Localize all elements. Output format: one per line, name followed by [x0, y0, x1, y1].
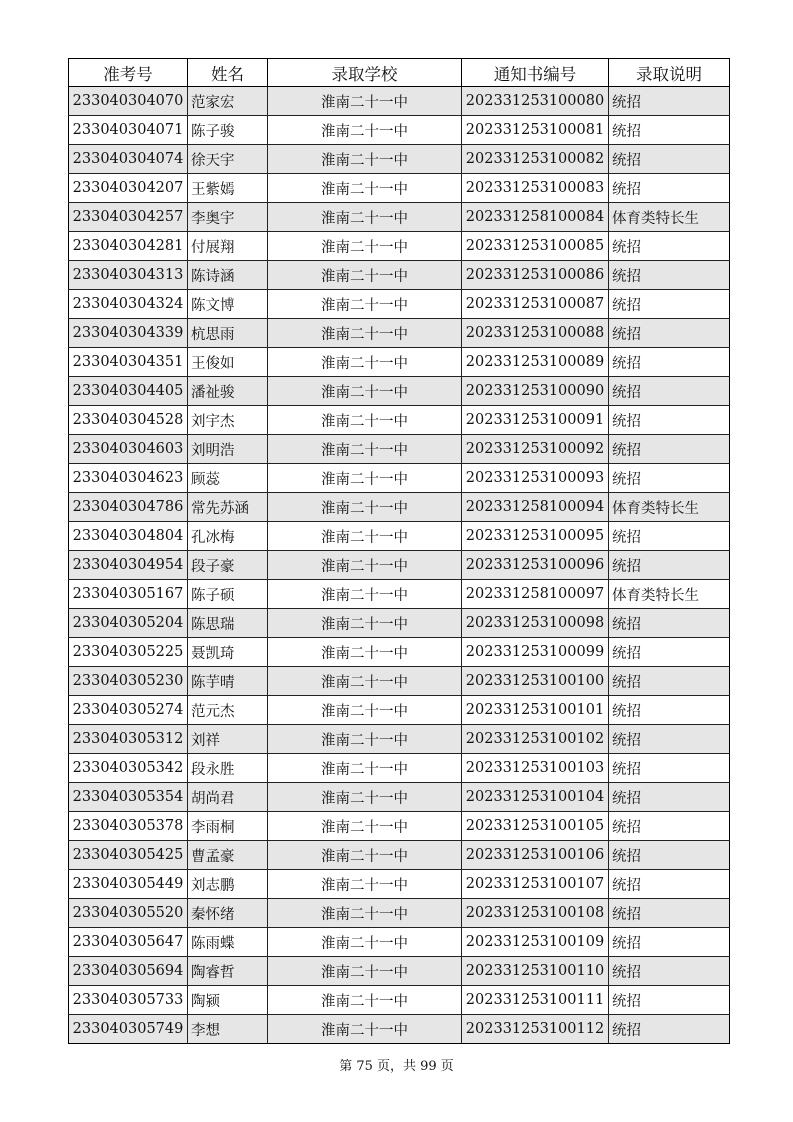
cell-exam-number: 233040304257 — [69, 203, 188, 232]
cell-admission-note: 统招 — [609, 551, 730, 580]
cell-exam-number: 233040304324 — [69, 290, 188, 319]
cell-notice-number: 202331253100089 — [462, 348, 609, 377]
cell-notice-number: 202331253100081 — [462, 116, 609, 145]
cell-school: 淮南二十一中 — [268, 551, 462, 580]
header-exam-number: 准考号 — [69, 59, 188, 87]
cell-name: 范元杰 — [188, 696, 268, 725]
cell-admission-note: 统招 — [609, 377, 730, 406]
table-row — [69, 493, 730, 522]
cell-admission-note: 统招 — [609, 725, 730, 754]
cell-notice-number: 202331253100090 — [462, 377, 609, 406]
cell-notice-number: 202331253100086 — [462, 261, 609, 290]
cell-admission-note: 统招 — [609, 174, 730, 203]
cell-exam-number: 233040305274 — [69, 696, 188, 725]
cell-school: 淮南二十一中 — [268, 290, 462, 319]
cell-school: 淮南二十一中 — [268, 464, 462, 493]
cell-name: 胡尚君 — [188, 783, 268, 812]
cell-name: 秦怀绪 — [188, 899, 268, 928]
cell-name: 聂凯琦 — [188, 638, 268, 667]
cell-school: 淮南二十一中 — [268, 116, 462, 145]
cell-notice-number: 202331253100095 — [462, 522, 609, 551]
cell-name: 段子豪 — [188, 551, 268, 580]
cell-name: 潘祉骏 — [188, 377, 268, 406]
cell-school: 淮南二十一中 — [268, 812, 462, 841]
cell-notice-number: 202331253100101 — [462, 696, 609, 725]
cell-school: 淮南二十一中 — [268, 783, 462, 812]
cell-name: 陈子骏 — [188, 116, 268, 145]
cell-school: 淮南二十一中 — [268, 928, 462, 957]
cell-notice-number: 202331258100097 — [462, 580, 609, 609]
cell-notice-number: 202331253100112 — [462, 1015, 609, 1044]
cell-school: 淮南二十一中 — [268, 609, 462, 638]
cell-name: 杭思雨 — [188, 319, 268, 348]
cell-notice-number: 202331253100080 — [462, 87, 609, 116]
cell-name: 王紫嫣 — [188, 174, 268, 203]
cell-admission-note: 统招 — [609, 609, 730, 638]
cell-exam-number: 233040304313 — [69, 261, 188, 290]
cell-notice-number: 202331253100108 — [462, 899, 609, 928]
cell-admission-note: 统招 — [609, 928, 730, 957]
cell-notice-number: 202331253100099 — [462, 638, 609, 667]
table-row — [69, 580, 730, 609]
cell-exam-number: 233040304603 — [69, 435, 188, 464]
table-row — [69, 870, 730, 899]
cell-school: 淮南二十一中 — [268, 841, 462, 870]
cell-notice-number: 202331253100100 — [462, 667, 609, 696]
table-row — [69, 609, 730, 638]
table-row — [69, 841, 730, 870]
cell-exam-number: 233040305647 — [69, 928, 188, 957]
cell-school: 淮南二十一中 — [268, 319, 462, 348]
cell-school: 淮南二十一中 — [268, 174, 462, 203]
cell-admission-note: 统招 — [609, 464, 730, 493]
cell-school: 淮南二十一中 — [268, 377, 462, 406]
cell-name: 孔冰梅 — [188, 522, 268, 551]
cell-admission-note: 统招 — [609, 754, 730, 783]
table-row — [69, 464, 730, 493]
cell-admission-note: 统招 — [609, 348, 730, 377]
cell-name: 常先苏涵 — [188, 493, 268, 522]
cell-admission-note: 统招 — [609, 957, 730, 986]
cell-exam-number: 233040305230 — [69, 667, 188, 696]
cell-school: 淮南二十一中 — [268, 87, 462, 116]
cell-name: 陈文博 — [188, 290, 268, 319]
cell-school: 淮南二十一中 — [268, 667, 462, 696]
cell-school: 淮南二十一中 — [268, 957, 462, 986]
header-admission-note: 录取说明 — [609, 59, 730, 87]
page-footer: 第 75 页，共 99 页 — [339, 1059, 454, 1074]
cell-admission-note: 统招 — [609, 319, 730, 348]
table-row — [69, 986, 730, 1015]
cell-name: 李奥宇 — [188, 203, 268, 232]
cell-exam-number: 233040304071 — [69, 116, 188, 145]
cell-school: 淮南二十一中 — [268, 870, 462, 899]
cell-name: 顾蕊 — [188, 464, 268, 493]
cell-exam-number: 233040304339 — [69, 319, 188, 348]
cell-name: 陈雨蝶 — [188, 928, 268, 957]
cell-name: 刘明浩 — [188, 435, 268, 464]
cell-admission-note: 统招 — [609, 1015, 730, 1044]
cell-exam-number: 233040305225 — [69, 638, 188, 667]
cell-notice-number: 202331253100110 — [462, 957, 609, 986]
table-row — [69, 116, 730, 145]
cell-school: 淮南二十一中 — [268, 232, 462, 261]
table-row — [69, 638, 730, 667]
cell-school: 淮南二十一中 — [268, 261, 462, 290]
cell-exam-number: 233040304786 — [69, 493, 188, 522]
cell-notice-number: 202331253100092 — [462, 435, 609, 464]
cell-school: 淮南二十一中 — [268, 725, 462, 754]
cell-admission-note: 统招 — [609, 290, 730, 319]
cell-school: 淮南二十一中 — [268, 493, 462, 522]
cell-name: 李雨桐 — [188, 812, 268, 841]
cell-exam-number: 233040305312 — [69, 725, 188, 754]
table-row — [69, 928, 730, 957]
cell-notice-number: 202331253100104 — [462, 783, 609, 812]
cell-admission-note: 体育类特长生 — [609, 493, 730, 522]
cell-admission-note: 统招 — [609, 232, 730, 261]
cell-name: 陶颍 — [188, 986, 268, 1015]
cell-exam-number: 233040304528 — [69, 406, 188, 435]
table-row — [69, 377, 730, 406]
table-row — [69, 261, 730, 290]
cell-school: 淮南二十一中 — [268, 1015, 462, 1044]
table-row — [69, 899, 730, 928]
cell-admission-note: 统招 — [609, 812, 730, 841]
cell-name: 曹孟豪 — [188, 841, 268, 870]
cell-name: 刘祥 — [188, 725, 268, 754]
cell-notice-number: 202331253100083 — [462, 174, 609, 203]
cell-admission-note: 统招 — [609, 667, 730, 696]
cell-name: 徐天宇 — [188, 145, 268, 174]
cell-admission-note: 统招 — [609, 522, 730, 551]
table-row — [69, 754, 730, 783]
cell-school: 淮南二十一中 — [268, 348, 462, 377]
cell-notice-number: 202331253100087 — [462, 290, 609, 319]
cell-school: 淮南二十一中 — [268, 696, 462, 725]
cell-notice-number: 202331253100096 — [462, 551, 609, 580]
cell-notice-number: 202331253100085 — [462, 232, 609, 261]
table-row — [69, 812, 730, 841]
cell-name: 范家宏 — [188, 87, 268, 116]
cell-admission-note: 统招 — [609, 116, 730, 145]
table-row — [69, 957, 730, 986]
cell-exam-number: 233040305520 — [69, 899, 188, 928]
cell-name: 陈子硕 — [188, 580, 268, 609]
cell-admission-note: 统招 — [609, 435, 730, 464]
cell-admission-note: 统招 — [609, 899, 730, 928]
cell-notice-number: 202331253100091 — [462, 406, 609, 435]
header-notice-number: 通知书编号 — [462, 59, 609, 87]
cell-school: 淮南二十一中 — [268, 638, 462, 667]
cell-notice-number: 202331253100109 — [462, 928, 609, 957]
cell-notice-number: 202331258100084 — [462, 203, 609, 232]
cell-exam-number: 233040304351 — [69, 348, 188, 377]
cell-notice-number: 202331253100105 — [462, 812, 609, 841]
cell-admission-note: 统招 — [609, 261, 730, 290]
cell-notice-number: 202331253100102 — [462, 725, 609, 754]
header-name: 姓名 — [188, 59, 268, 87]
cell-exam-number: 233040304070 — [69, 87, 188, 116]
table-row — [69, 783, 730, 812]
table-row — [69, 406, 730, 435]
cell-name: 陈诗涵 — [188, 261, 268, 290]
cell-exam-number: 233040305167 — [69, 580, 188, 609]
table-row — [69, 232, 730, 261]
cell-admission-note: 统招 — [609, 696, 730, 725]
cell-exam-number: 233040305749 — [69, 1015, 188, 1044]
table-row — [69, 319, 730, 348]
cell-notice-number: 202331253100088 — [462, 319, 609, 348]
table-row — [69, 348, 730, 377]
table-row — [69, 522, 730, 551]
cell-name: 段永胜 — [188, 754, 268, 783]
cell-exam-number: 233040305378 — [69, 812, 188, 841]
cell-admission-note: 统招 — [609, 986, 730, 1015]
cell-exam-number: 233040304074 — [69, 145, 188, 174]
table-row — [69, 87, 730, 116]
cell-notice-number: 202331253100098 — [462, 609, 609, 638]
table-row — [69, 290, 730, 319]
cell-school: 淮南二十一中 — [268, 899, 462, 928]
cell-notice-number: 202331258100094 — [462, 493, 609, 522]
cell-admission-note: 统招 — [609, 783, 730, 812]
cell-exam-number: 233040304281 — [69, 232, 188, 261]
table-row — [69, 696, 730, 725]
cell-exam-number: 233040305733 — [69, 986, 188, 1015]
cell-exam-number: 233040305449 — [69, 870, 188, 899]
cell-exam-number: 233040304623 — [69, 464, 188, 493]
cell-name: 付展翔 — [188, 232, 268, 261]
cell-exam-number: 233040305694 — [69, 957, 188, 986]
cell-school: 淮南二十一中 — [268, 986, 462, 1015]
cell-name: 陈芋晴 — [188, 667, 268, 696]
cell-name: 刘宇杰 — [188, 406, 268, 435]
cell-school: 淮南二十一中 — [268, 406, 462, 435]
cell-school: 淮南二十一中 — [268, 203, 462, 232]
table-header-row — [69, 59, 730, 87]
cell-notice-number: 202331253100107 — [462, 870, 609, 899]
cell-notice-number: 202331253100093 — [462, 464, 609, 493]
cell-admission-note: 统招 — [609, 406, 730, 435]
cell-notice-number: 202331253100111 — [462, 986, 609, 1015]
cell-notice-number: 202331253100082 — [462, 145, 609, 174]
cell-notice-number: 202331253100106 — [462, 841, 609, 870]
cell-name: 陶睿哲 — [188, 957, 268, 986]
cell-school: 淮南二十一中 — [268, 522, 462, 551]
admission-table — [68, 58, 730, 1044]
cell-admission-note: 统招 — [609, 87, 730, 116]
cell-exam-number: 233040305342 — [69, 754, 188, 783]
table-row — [69, 1015, 730, 1044]
table-row — [69, 145, 730, 174]
cell-admission-note: 体育类特长生 — [609, 203, 730, 232]
table-row — [69, 667, 730, 696]
cell-name: 王俊如 — [188, 348, 268, 377]
table-row — [69, 174, 730, 203]
cell-exam-number: 233040304804 — [69, 522, 188, 551]
cell-exam-number: 233040304954 — [69, 551, 188, 580]
cell-exam-number: 233040305204 — [69, 609, 188, 638]
cell-notice-number: 202331253100103 — [462, 754, 609, 783]
cell-admission-note: 统招 — [609, 870, 730, 899]
table-row — [69, 203, 730, 232]
cell-school: 淮南二十一中 — [268, 435, 462, 464]
cell-admission-note: 统招 — [609, 841, 730, 870]
cell-school: 淮南二十一中 — [268, 580, 462, 609]
cell-exam-number: 233040304405 — [69, 377, 188, 406]
cell-exam-number: 233040304207 — [69, 174, 188, 203]
cell-exam-number: 233040305425 — [69, 841, 188, 870]
cell-admission-note: 统招 — [609, 638, 730, 667]
cell-name: 陈思瑞 — [188, 609, 268, 638]
cell-admission-note: 统招 — [609, 145, 730, 174]
cell-name: 李想 — [188, 1015, 268, 1044]
cell-school: 淮南二十一中 — [268, 754, 462, 783]
cell-school: 淮南二十一中 — [268, 145, 462, 174]
cell-name: 刘志鹏 — [188, 870, 268, 899]
table-row — [69, 551, 730, 580]
table-row — [69, 435, 730, 464]
table-row — [69, 725, 730, 754]
cell-exam-number: 233040305354 — [69, 783, 188, 812]
cell-admission-note: 体育类特长生 — [609, 580, 730, 609]
header-school: 录取学校 — [268, 59, 462, 87]
